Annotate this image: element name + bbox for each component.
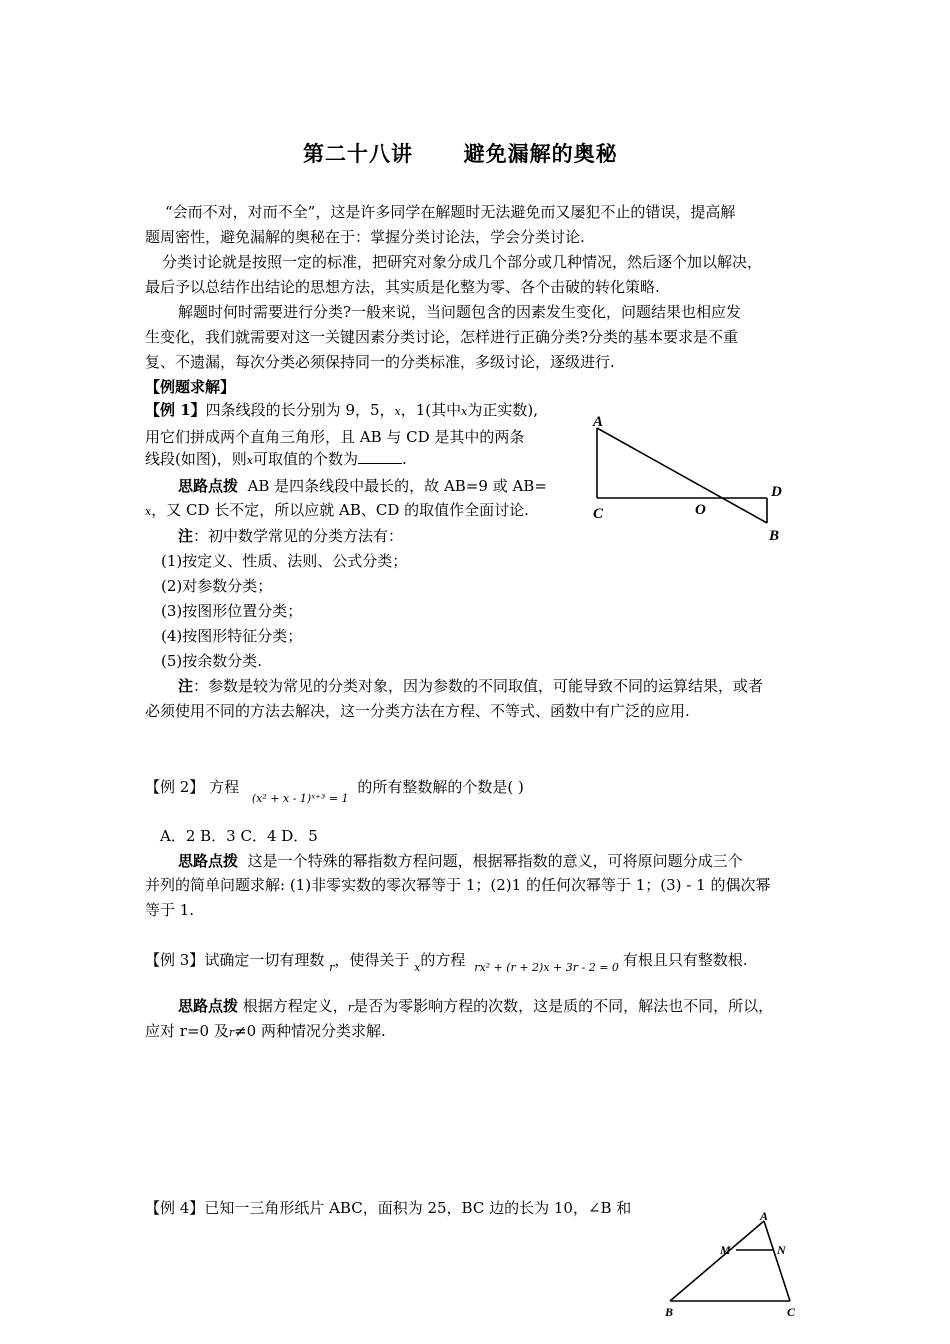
method-5: (5)按余数分类.: [161, 652, 263, 670]
ex1-note2-l1: 注：参数是较为常见的分类对象，因为参数的不同取值，可能导致不同的运算结果，或者: [178, 677, 764, 695]
ex2-tag: 【例 2】: [145, 778, 205, 796]
intro-p2-l1: 分类讨论就是按照一定的标准，把研究对象分成几个部分或几种情况，然后逐个加以解决，: [162, 253, 763, 271]
intro-p1-l2: 题周密性，避免漏解的奥秘在于：掌握分类讨论法，学会分类讨论.: [145, 228, 585, 246]
intro-p3-l3: 复、不遗漏，每次分类必须保持同一的分类标准，多级讨论，逐级进行.: [145, 353, 615, 371]
fig1-label-a: A: [593, 414, 604, 430]
ex3-line1: 【例 3】试确定一切有理数 $_r$，使得关于 $_x$的方程 $_{rx^2 + (r + 2)x + 3r - 2 = 0}$ 有根且只有整数根.: [145, 951, 748, 974]
fig4-label-a: A: [760, 1209, 769, 1223]
fig4-label-n: N: [777, 1243, 786, 1257]
ex3-hint-l1: 思路点拨 根据方程定义，r是否为零影响方程的次数，这是质的不同，解法也不同，所以，: [178, 997, 774, 1015]
fig1-label-c: C: [593, 506, 604, 522]
ex2-equation: (x² + x - 1)ˣ⁺³ = 1: [251, 792, 349, 805]
section-header: 【例题求解】: [145, 378, 236, 396]
fig1-label-b: B: [769, 528, 780, 544]
ex1-hint-l1: 思路点拨 AB 是四条线段中最长的，故 AB=9 或 AB=: [178, 477, 547, 495]
intro-p2-l2: 最后予以总结作出结论的思想方法，其实质是化整为零、各个击破的转化策略.: [145, 278, 660, 296]
method-4: (4)按图形特征分类；: [161, 627, 303, 645]
ex2-options: A．2 B．3 C．4 D．5: [160, 827, 318, 845]
method-3: (3)按图形位置分类；: [161, 602, 303, 620]
figure-ex4: [660, 1208, 810, 1323]
ex2-hint-l3: 等于 1.: [145, 901, 195, 919]
fig1-label-o: O: [695, 502, 706, 518]
ex3-equation: rx² + (r + 2)x + 3r - 2 = 0: [474, 961, 619, 974]
intro-p1-l1: “会而不对，对而不全”，这是许多同学在解题时无法避免而又屡犯不止的错误，提高解: [165, 203, 736, 221]
ex4-tag: 【例 4】: [145, 1199, 205, 1217]
ex1-note: 注：初中数学常见的分类方法有：: [178, 527, 404, 545]
ex4-line1: 【例 4】已知一三角形纸片 ABC，面积为 25，BC 边的长为 10，∠B 和: [145, 1199, 632, 1217]
answer-blank: [358, 449, 402, 464]
ex2-hint-l1: 思路点拨 这是一个特殊的幂指数方程问题，根据幂指数的意义，可将原问题分成三个: [178, 852, 743, 870]
ex1-tag: 【例 1】: [145, 401, 206, 419]
fig1-label-d: D: [771, 484, 782, 500]
ex1-line1: 【例 1】四条线段的长分别为 9，5，x，1(其中x为正实数),: [145, 401, 538, 419]
ex1-line3: 线段(如图)，则x可取值的个数为 .: [145, 450, 407, 468]
method-2: (2)对参数分类；: [161, 577, 273, 595]
intro-p3-l1: 解题时何时需要进行分类?一般来说，当问题包含的因素发生变化，问题结果也相应发: [178, 303, 742, 321]
title-lecture: 第二十八讲: [303, 142, 413, 166]
ex1-hint-l2: x，又 CD 长不定，所以应就 AB、CD 的取值作全面讨论.: [145, 501, 529, 519]
intro-p3-l2: 生变化，我们就需要对这一关键因素分类讨论，怎样进行正确分类?分类的基本要求是不重: [145, 328, 739, 346]
method-1: (1)按定义、性质、法则、公式分类；: [161, 552, 408, 570]
ex3-hint-l2: 应对 r=0 及r≠0 两种情况分类求解.: [145, 1022, 386, 1040]
fig4-label-m: M: [720, 1243, 731, 1257]
ex3-tag: 【例 3】: [145, 951, 205, 969]
title-topic: 避免漏解的奥秘: [463, 142, 618, 166]
page-title: [303, 138, 618, 168]
ex1-note2-l2: 必须使用不同的方法去解决，这一分类方法在方程、不等式、函数中有广泛的应用.: [145, 702, 690, 720]
figure-ex1: [585, 408, 795, 548]
ex1-line2: 用它们拼成两个直角三角形，且 AB 与 CD 是其中的两条: [145, 428, 525, 446]
ex2-hint-l2: 并列的简单问题求解: (1)非零实数的零次幂等于 1；(2)1 的任何次幂等于 1；(3) - 1 的偶次幂: [145, 876, 771, 894]
fig4-label-c: C: [787, 1305, 796, 1319]
fig4-label-b: B: [665, 1305, 674, 1319]
ex2-line1: 【例 2】 方程 $_{(x^2 + x - 1)ˣ^{+3} = 1}$ 的所有整数解的个数是( ): [145, 778, 524, 805]
